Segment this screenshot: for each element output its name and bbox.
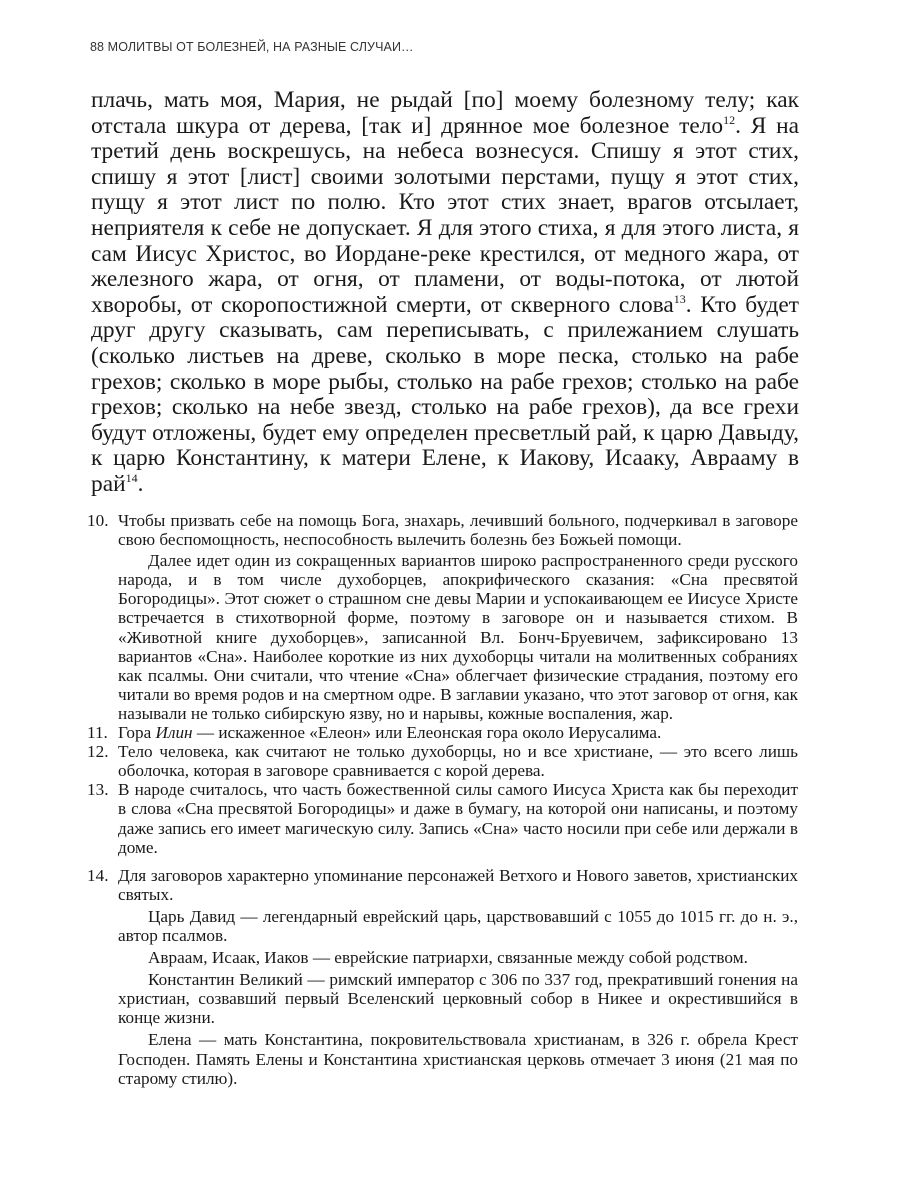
main-text-part-3: . Кто будет друг другу сказывать, сам переписывать, с прилежанием слушать (сколько листьев на древе, сколько в море песка, столько на рабе грехов; сколько в море рыбы, столько на рабе грехов; столько на рабе грехов; сколько на небе звезд, столько на рабе грехов), да все грехи будут отложены, будет ему определен пресветлый рай, к царю Давыду, к царю Константину, к матери Елене, к Иакову, Исааку, Аврааму в рай bbox=[91, 291, 799, 497]
note-number: 10. bbox=[87, 511, 109, 530]
note-italic-term: Илин bbox=[155, 723, 193, 743]
endnotes bbox=[87, 511, 798, 1088]
note-10 bbox=[87, 511, 798, 723]
footnote-ref-13[interactable]: 13 bbox=[673, 291, 686, 306]
note-number: 13. bbox=[87, 780, 109, 800]
main-text-part-4: . bbox=[137, 470, 144, 497]
note-paragraph: Чтобы призвать себе на помощь Бога, знахарь, лечивший больного, подчеркивал в заговоре свою беспомощность, неспособность вылечить болезнь без Божьей помощи. bbox=[118, 511, 798, 550]
footnote-ref-14[interactable]: 14 bbox=[125, 470, 138, 485]
note-text: Гора bbox=[118, 723, 156, 743]
note-14 bbox=[87, 866, 798, 1088]
footnote-ref-12[interactable]: 12 bbox=[723, 112, 736, 127]
note-body bbox=[118, 723, 798, 742]
note-number: 14. bbox=[87, 865, 109, 885]
note-number: 12. bbox=[87, 742, 109, 762]
note-paragraph: Тело человека, как считают не только духоборцы, но и все христиане, — это всего лишь оболочка, которая в заговоре сравнивается с корой дерева. bbox=[118, 742, 798, 781]
note-13 bbox=[87, 780, 798, 856]
note-number: 11. bbox=[87, 723, 108, 743]
note-body bbox=[118, 866, 798, 1088]
note-paragraph: Для заговоров характерно упоминание персонажей Ветхого и Нового заветов, христианских святых. bbox=[118, 865, 798, 904]
note-12 bbox=[87, 742, 798, 780]
note-paragraph: Елена — мать Константина, покровительствовала христианам, в 326 г. обрела Крест Господен. Память Елены и Константина христианская церковь отмечает 3 июня (21 мая по старому стилю). bbox=[118, 1030, 798, 1088]
note-11 bbox=[87, 723, 798, 742]
note-paragraph: Царь Давид — легендарный еврейский царь, царствовавший с 1055 до 1015 гг. до н. э., автор псалмов. bbox=[118, 906, 798, 945]
note-body bbox=[118, 511, 798, 723]
note-body bbox=[118, 780, 798, 856]
note-paragraph: Авраам, Исаак, Иаков — еврейские патриархи, связанные между собой родством. bbox=[148, 948, 748, 968]
main-text-part-2: . Я на третий день воскрешусь, на небеса вознесуся. Спишу я этот стих, спишу я этот [лист] своими золотыми перстами, пущу я этот стих, пущу я этот лист по полю. Кто этот стих знает, врагов отсылает, неприятеля к себе не допускает. Я для этого стиха, я для этого листа, я сам Иисус Христос, во Иордане-реке крестился, от медного жара, от железного жара, от огня, от пламени, от воды-потока, от лютой хворобы, от скоропостижной смерти, от скверного слова bbox=[91, 112, 799, 318]
note-paragraph bbox=[118, 723, 798, 742]
note-paragraph: В народе считалось, что часть божественной силы самого Иисуса Христа как бы переходит в слова «Сна пресвятой Богородицы» и даже в бумагу, на которой они написаны, и поэтому даже запись его имеет магическую силу. Запись «Сна» часто носили при себе или держали в доме. bbox=[118, 780, 798, 857]
note-text: — искаженное «Елеон» или Елеонская гора около Иерусалима. bbox=[192, 723, 662, 743]
note-paragraph: Далее идет один из сокращенных вариантов широко распространенного среди русского народа, и в том числе духоборцев, апокрифического сказания: «Сна пресвятой Богородицы». Этот сюжет о страшном сне девы Марии и успокаивающем ее Иисусе Христе встречается в стихотворной форме, поэтому в заговоре он и называется стихом. В «Животной книге духоборцев», записанной Вл. Бонч-Бруевичем, зафиксировано 13 вариантов «Сна». Наиболее короткие из них духоборцы читали на молитвенных собраниях как псалмы. Они считали, что чтение «Сна» облегчает физические страдания, поэтому его читали во время родов и на смертном одре. В заглавии указано, что этот заговор от огня, как называли не только сибирскую язву, но и нарывы, кожные воспаления, жар. bbox=[118, 551, 798, 723]
note-body bbox=[118, 742, 798, 780]
main-text bbox=[91, 88, 799, 498]
main-text-part-1: плачь, мать моя, Мария, не рыдай [по] моему болезному телу; как отстала шкура от дерева, [так и] дрянное мое болезное тело bbox=[91, 87, 799, 139]
note-paragraph: Константин Великий — римский император с 306 по 337 год, прекративший гонения на христиан, созвавший первый Вселенский церковный собор в Никее и окрестившийся в конце жизни. bbox=[118, 970, 798, 1028]
running-header: 88 МОЛИТВЫ ОТ БОЛЕЗНЕЙ, НА РАЗНЫЕ СЛУЧАИ… bbox=[90, 40, 414, 54]
